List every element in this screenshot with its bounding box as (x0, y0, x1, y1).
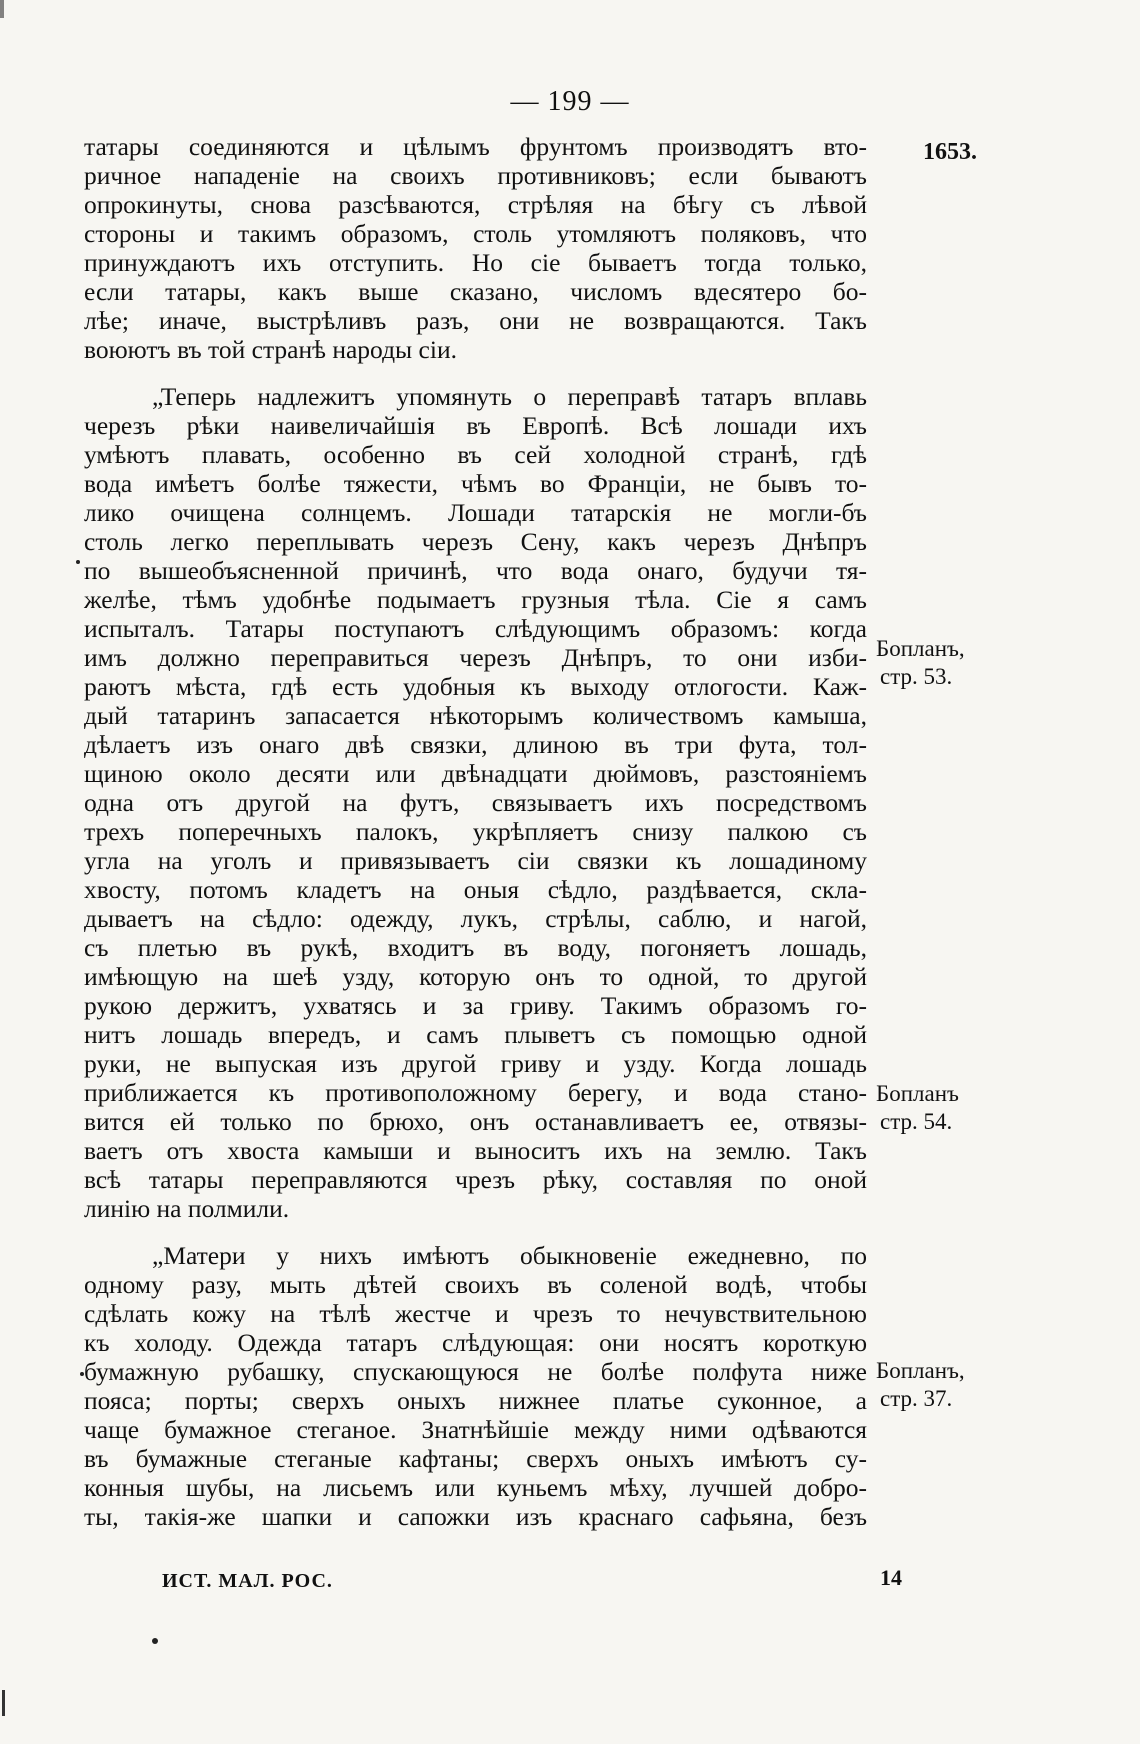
text-line: испыталъ. Татары поступаютъ слѣдующимъ образомъ: когда (84, 614, 867, 643)
text-line: конныя шубы, на лисьемъ или куньемъ мѣху, лучшей добро- (84, 1473, 867, 1502)
text-line: лико очищена солнцемъ. Лошади татарскія не могли-бъ (84, 498, 867, 527)
text-line: съ плетью въ рукѣ, входитъ въ воду, погоняетъ лошадь, (84, 933, 867, 962)
text-line: пояса; порты; сверхъ оныхъ нижнее платье суконное, а (84, 1386, 867, 1415)
margin-note-boplan-54 (876, 1080, 959, 1136)
main-text (84, 132, 867, 1531)
ink-speck (76, 560, 80, 564)
margin-note-boplan-37 (876, 1357, 965, 1413)
text-line: по вышеобъясненной причинѣ, что вода онаго, будучи тя- (84, 556, 867, 585)
text-line: если татары, какъ выше сказано, числомъ вдесятеро бо- (84, 277, 867, 306)
footer-sheet-number: 14 (880, 1565, 902, 1590)
margin-note-author: Бопланъ, (876, 1358, 965, 1383)
text-line: вода имѣетъ болѣе тяжести, чѣмъ во Франціи, не бывъ то- (84, 469, 867, 498)
scan-edge-mark (2, 1690, 5, 1716)
text-line: опрокинуты, снова разсѣваются, стрѣляя на бѣгу съ лѣвой (84, 190, 867, 219)
text-line: принуждаютъ ихъ отступить. Но сіе бываетъ тогда только, (84, 248, 867, 277)
text-line: въ бумажные стеганые кафтаны; сверхъ оныхъ имѣютъ су- (84, 1444, 867, 1473)
ink-speck (80, 1372, 84, 1376)
text-line: дѣлаетъ изъ онаго двѣ связки, длиною въ три фута, тол- (84, 730, 867, 759)
text-line: столь легко переплывать черезъ Сену, какъ черезъ Днѣпръ (84, 527, 867, 556)
text-line: татары соединяются и цѣлымъ фрунтомъ производятъ вто- (84, 132, 867, 161)
text-line: „Матери у нихъ имѣютъ обыкновеніе ежедневно, по (152, 1241, 867, 1270)
text-line: сдѣлать кожу на тѣлѣ жестче и чрезъ то нечувствительною (84, 1299, 867, 1328)
text-line: дываетъ на сѣдло: одежду, лукъ, стрѣлы, саблю, и нагой, (84, 904, 867, 933)
paragraph-3 (84, 1241, 867, 1531)
text-line: чаще бумажное стеганое. Знатнѣйшіе между ними одѣваются (84, 1415, 867, 1444)
text-line: ты, такія-же шапки и сапожки изъ краснаго сафьяна, безъ (84, 1502, 867, 1531)
margin-note-boplan-53 (876, 635, 965, 691)
text-line: имѣющую на шеѣ узду, которую онъ то одной, то другой (84, 962, 867, 991)
year-margin-note: 1653. (923, 139, 977, 165)
text-line: трехъ поперечныхъ палокъ, укрѣпляетъ снизу палкою съ (84, 817, 867, 846)
margin-note-page: стр. 37. (880, 1386, 953, 1411)
text-line: всѣ татары переправляются чрезъ рѣку, составляя по оной (84, 1165, 867, 1194)
text-line: одному разу, мыть дѣтей своихъ въ соленой водѣ, чтобы (84, 1270, 867, 1299)
paragraph-2 (84, 382, 867, 1223)
text-line: одна отъ другой на футъ, связываетъ ихъ посредствомъ (84, 788, 867, 817)
text-line: угла на уголъ и привязываетъ сіи связки къ лошадиному (84, 846, 867, 875)
text-line: „Теперь надлежитъ упомянуть о переправѣ татаръ вплавь (152, 382, 867, 411)
footer-signature: ИСТ. МАЛ. РОС. (162, 1570, 333, 1592)
text-line: рукою держитъ, ухватясь и за гриву. Такимъ образомъ го- (84, 991, 867, 1020)
text-line: воюютъ въ той странѣ народы сіи. (84, 335, 457, 364)
text-line: ричное нападеніе на своихъ противниковъ; если бываютъ (84, 161, 867, 190)
text-line: линію на полмили. (84, 1194, 290, 1223)
text-line: раютъ мѣста, гдѣ есть удобныя къ выходу отлогости. Каж- (84, 672, 867, 701)
ink-speck (152, 1638, 158, 1644)
text-line: лѣе; иначе, выстрѣливъ разъ, они не возвращаются. Такъ (84, 306, 867, 335)
page-number: — 199 — (510, 86, 630, 117)
margin-note-author: Бопланъ, (876, 636, 965, 661)
text-line: бумажную рубашку, спускающуюся не болѣе полфута ниже (84, 1357, 867, 1386)
text-line: ваетъ отъ хвоста камыши и выноситъ ихъ на землю. Такъ (84, 1136, 867, 1165)
text-line: желѣе, тѣмъ удобнѣе подымаетъ грузныя тѣла. Сіе я самъ (84, 585, 867, 614)
text-line: умѣютъ плавать, особенно въ сей холодной странѣ, гдѣ (84, 440, 867, 469)
text-line: нитъ лошадь впередъ, и самъ плыветъ съ помощью одной (84, 1020, 867, 1049)
margin-note-page: стр. 53. (880, 664, 953, 689)
margin-note-page: стр. 54. (880, 1109, 953, 1134)
text-line: хвосту, потомъ кладетъ на оныя сѣдло, раздѣвается, скла- (84, 875, 867, 904)
text-line: приближается къ противоположному берегу, и вода стано- (84, 1078, 867, 1107)
text-line: къ холоду. Одежда татаръ слѣдующая: они носятъ короткую (84, 1328, 867, 1357)
text-line: черезъ рѣки наивеличайшія въ Европѣ. Всѣ лошади ихъ (84, 411, 867, 440)
paragraph-1 (84, 132, 867, 364)
text-line: имъ должно переправиться черезъ Днѣпръ, то они изби- (84, 643, 867, 672)
text-line: вится ей только по брюхо, онъ останавливаетъ ее, отвязы- (84, 1107, 867, 1136)
margin-note-author: Бопланъ (876, 1081, 959, 1106)
scan-edge-mark (0, 0, 4, 18)
text-line: стороны и такимъ образомъ, столь утомляютъ поляковъ, что (84, 219, 867, 248)
text-line: руки, не выпуская изъ другой гриву и узду. Когда лошадь (84, 1049, 867, 1078)
text-line: щиною около десяти или двѣнадцати дюймовъ, разстояніемъ (84, 759, 867, 788)
text-line: дый татаринъ запасается нѣкоторымъ количествомъ камыша, (84, 701, 867, 730)
